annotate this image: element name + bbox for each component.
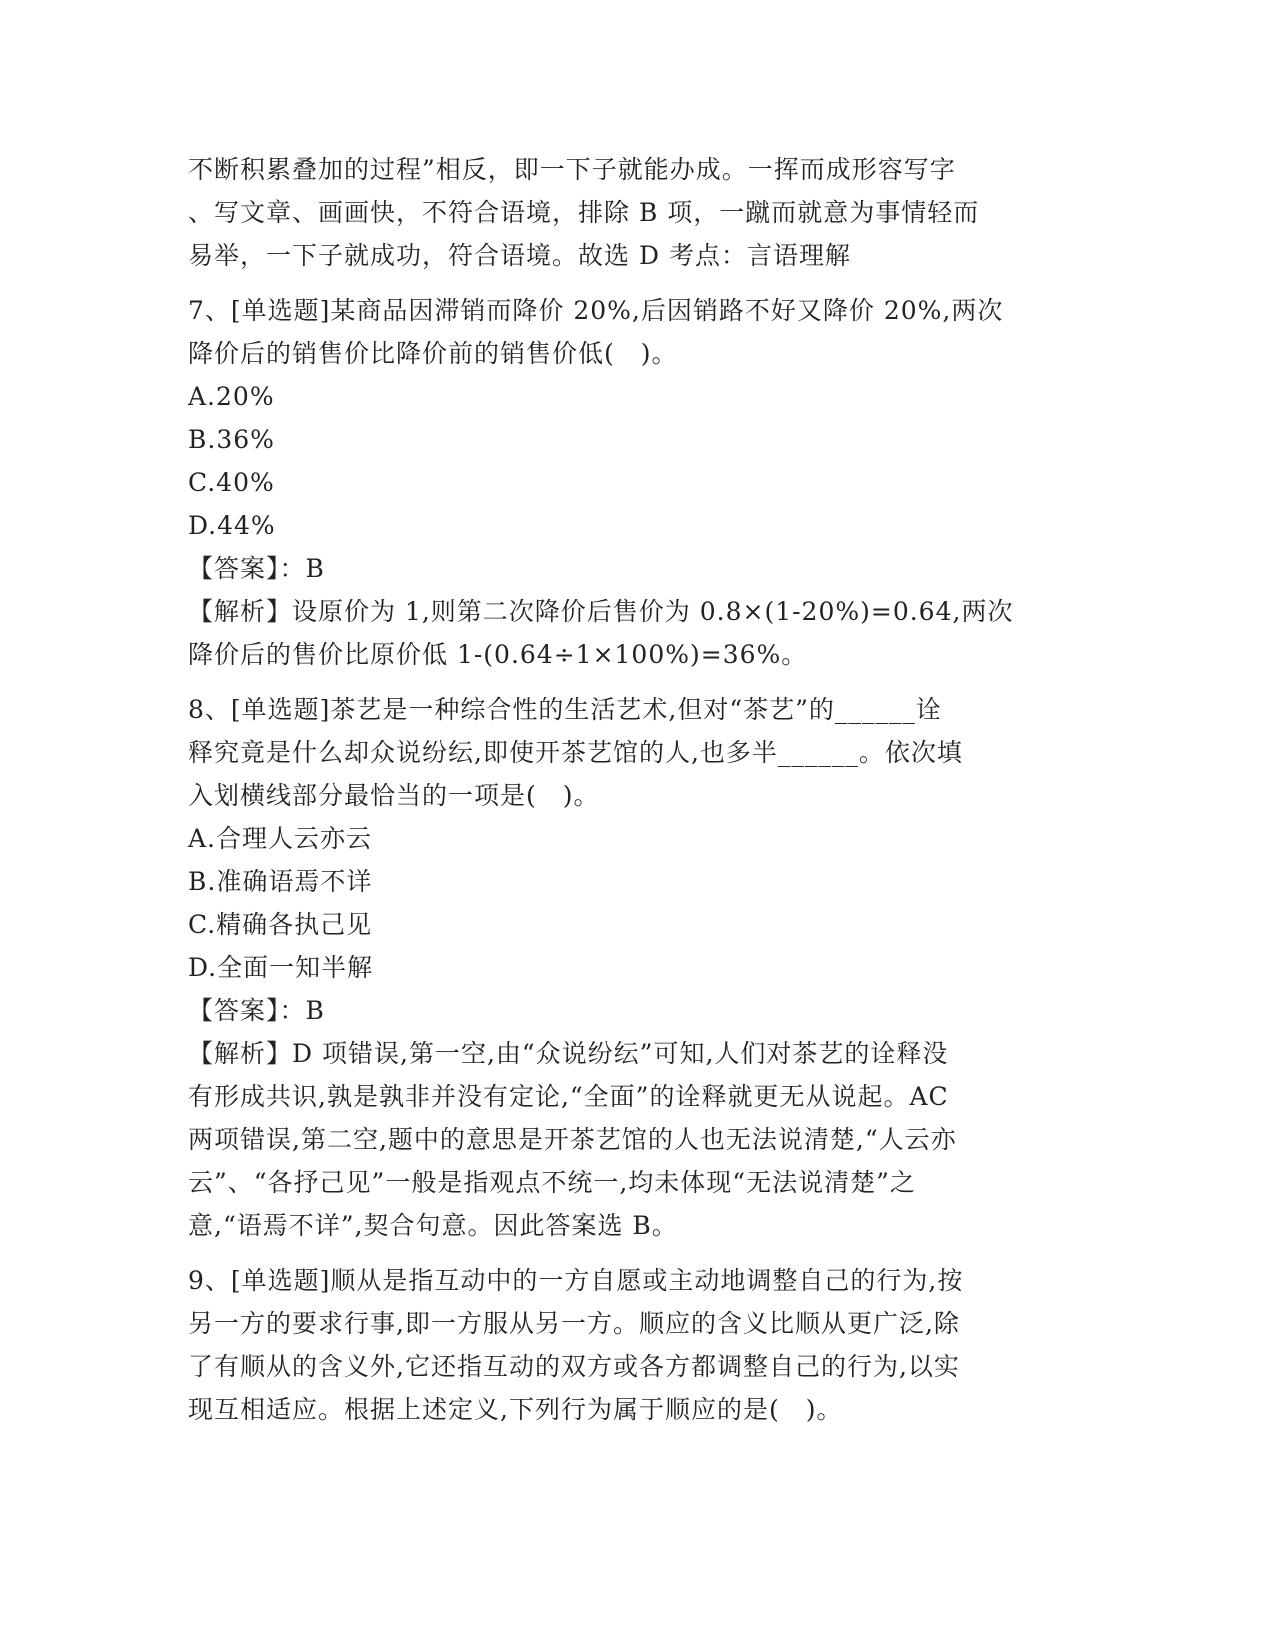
document-page xyxy=(188,148,1088,1431)
option-a: A.合理人云亦云 xyxy=(188,824,373,853)
question-stem-line: 降价后的销售价比降价前的销售价低( )。 xyxy=(188,339,678,368)
question-stem-line: 9、[单选题]顺从是指互动中的一方自愿或主动地调整自己的行为,按 xyxy=(188,1266,964,1295)
analysis-line: 有形成共识,孰是孰非并没有定论,“全面”的诠释就更无从说起。AC xyxy=(188,1082,949,1111)
answer-line: 【答案】：B xyxy=(188,554,325,583)
option-d: D.44% xyxy=(188,511,276,540)
option-d: D.全面一知半解 xyxy=(188,953,374,982)
question-stem-line: 了有顺从的含义外,它还指互动的双方或各方都调整自己的行为,以实 xyxy=(188,1352,960,1381)
question-stem-line: 7、[单选题]某商品因滞销而降价 20%,后因销路不好又降价 20%,两次 xyxy=(188,296,1004,325)
text-line: 易举，一下子就成功，符合语境。故选 D 考点：言语理解 xyxy=(188,241,851,270)
previous-explanation xyxy=(188,148,1088,277)
analysis-line: 云”、“各抒己见”一般是指观点不统一,均未体现“无法说清楚”之 xyxy=(188,1168,916,1197)
question-stem-line: 另一方的要求行事,即一方服从另一方。顺应的含义比顺从更广泛,除 xyxy=(188,1309,960,1338)
question-stem-line: 8、[单选题]茶艺是一种综合性的生活艺术,但对“茶艺”的______诠 xyxy=(188,695,942,724)
option-a: A.20% xyxy=(188,382,275,411)
analysis-line: 降价后的售价比原价低 1-(0.64÷1×100%)=36%。 xyxy=(188,640,808,669)
question-stem-line: 入划横线部分最恰当的一项是( )。 xyxy=(188,781,600,810)
answer-line: 【答案】：B xyxy=(188,996,325,1025)
analysis-line: 意,“语焉不详”,契合句意。因此答案选 B。 xyxy=(188,1211,678,1240)
option-b: B.准确语焉不详 xyxy=(188,867,373,896)
analysis-line: 【解析】D 项错误,第一空,由“众说纷纭”可知,人们对茶艺的诠释没 xyxy=(188,1039,949,1068)
text-line: 不断积累叠加的过程”相反，即一下子就能办成。一挥而成形容写字 xyxy=(188,155,956,184)
option-c: C.精确各执己见 xyxy=(188,910,373,939)
analysis-line: 两项错误,第二空,题中的意思是开茶艺馆的人也无法说清楚,“人云亦 xyxy=(188,1125,957,1154)
analysis-line: 【解析】设原价为 1,则第二次降价后售价为 0.8×(1-20%)=0.64,两次 xyxy=(188,597,1014,626)
text-line: 、写文章、画画快，不符合语境，排除 B 项，一蹴而就意为事情轻而 xyxy=(188,198,980,227)
option-c: C.40% xyxy=(188,468,275,497)
question-8 xyxy=(188,688,1088,1247)
question-stem-line: 现互相适应。根据上述定义,下列行为属于顺应的是( )。 xyxy=(188,1395,843,1424)
option-b: B.36% xyxy=(188,425,275,454)
question-9 xyxy=(188,1259,1088,1431)
question-stem-line: 释究竟是什么却众说纷纭,即使开茶艺馆的人,也多半______。依次填 xyxy=(188,738,963,767)
question-7 xyxy=(188,289,1088,676)
